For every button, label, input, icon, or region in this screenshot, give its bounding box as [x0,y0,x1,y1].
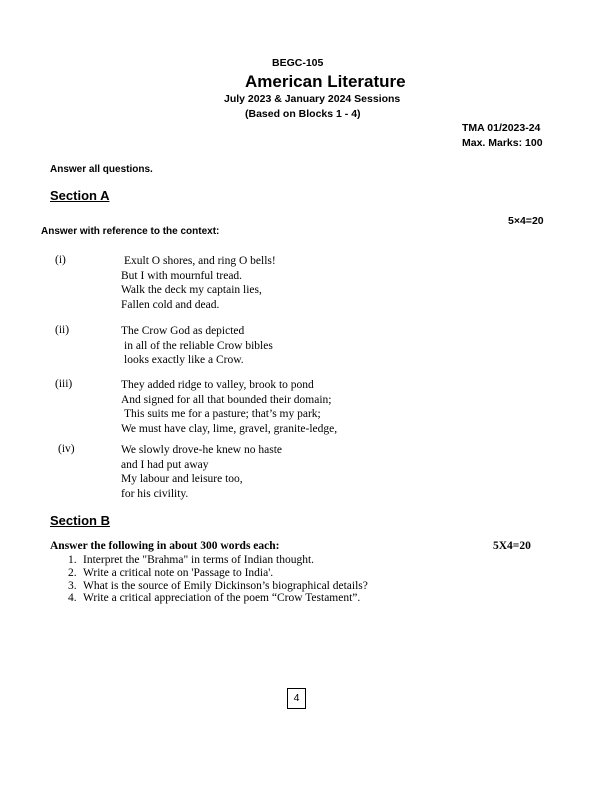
passage-line: They added ridge to valley, brook to pond [121,379,314,391]
passage-line: Exult O shores, and ring O bells! [124,255,276,267]
passage-number: (i) [55,254,66,266]
question-number: 4. [68,592,77,605]
passage-line: Walk the deck my captain lies, [121,284,262,297]
question-text: Write a critical note on 'Passage to India'. [83,566,274,579]
general-instruction: Answer all questions. [50,164,153,175]
list-item [68,580,368,593]
passage-line: The Crow God as depicted [121,325,245,337]
list-item [68,592,368,605]
passage-iii [121,378,337,436]
passage-iv [121,443,282,501]
question-number: 1. [68,554,77,566]
section-b-marks: 5X4=20 [493,540,531,552]
course-title: American Literature [245,72,406,91]
passage-number: (iii) [55,378,73,390]
section-a-heading: Section A [50,188,110,203]
passage-line: in all of the reliable Crow bibles [124,339,273,352]
question-text: Interpret the "Brahma" in terms of Indian thought. [83,554,315,566]
question-list [68,554,368,605]
question-text: Write a critical appreciation of the poem “Crow Testament”. [83,592,361,605]
passage-line: Fallen cold and dead. [121,298,220,311]
section-b-instruction: Answer the following in about 300 words each: [50,540,280,552]
passage-line: But I with mournful tread. [121,269,243,282]
question-number: 3. [68,579,77,592]
passage-line: And signed for all that bounded their domain; [121,393,332,406]
passage-i [121,254,276,312]
passage-line: and I had put away [121,458,209,471]
passage-line: looks exactly like a Crow. [124,354,244,367]
passage-line: We slowly drove-he knew no haste [121,444,282,456]
passage-ii [121,324,273,368]
course-code: BEGC-105 [272,57,324,69]
max-marks: Max. Marks: 100 [462,137,543,149]
list-item [68,567,368,580]
tma-code: TMA 01/2023-24 [462,122,541,134]
passage-line: for his civility. [121,487,189,500]
question-text: What is the source of Emily Dickinson’s biographical details? [83,579,368,592]
passage-number: (ii) [55,324,70,336]
list-item [68,554,368,567]
blocks-note: (Based on Blocks 1 - 4) [245,108,361,120]
section-a-instruction: Answer with reference to the context: [41,226,220,237]
passage-line: This suits me for a pasture; that’s my park; [124,408,321,421]
passage-number: (iv) [58,443,75,455]
question-number: 2. [68,566,77,579]
section-a-marks: 5×4=20 [508,215,544,227]
section-b-heading: Section B [50,513,110,528]
page-number: 4 [287,688,306,709]
passage-line: We must have clay, lime, gravel, granite-ledge, [121,422,338,435]
passage-line: My labour and leisure too, [121,473,243,486]
sessions: July 2023 & January 2024 Sessions [224,93,401,105]
